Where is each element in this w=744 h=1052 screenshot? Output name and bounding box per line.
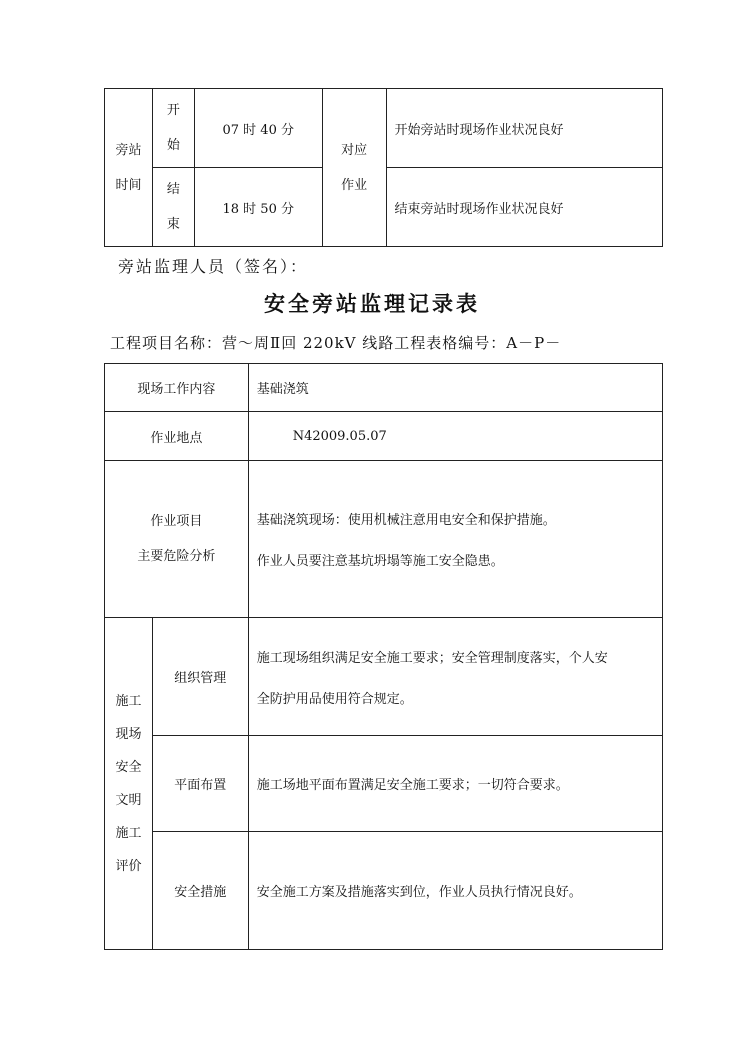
end-time: 18 时 50 分 bbox=[194, 168, 322, 247]
start-label: 开 始 bbox=[152, 89, 194, 168]
end-label: 结 束 bbox=[152, 168, 194, 247]
layout-label: 平面布置 bbox=[152, 736, 248, 832]
end-work-status: 结束旁站时现场作业状况良好 bbox=[386, 168, 662, 247]
work-location-value: N42009.05.07 bbox=[248, 412, 662, 461]
attendance-time-table bbox=[104, 88, 663, 247]
corresponding-work-label: 对应 作业 bbox=[322, 89, 386, 247]
start-time: 07 时 40 分 bbox=[194, 89, 322, 168]
hazard-analysis-label: 作业项目 主要危险分析 bbox=[105, 461, 249, 618]
organization-value: 施工现场组织满足安全施工要求；安全管理制度落实，个人安 全防护用品使用符合规定。 bbox=[248, 618, 662, 736]
work-content-value: 基础浇筑 bbox=[248, 364, 662, 412]
start-work-status: 开始旁站时现场作业状况良好 bbox=[386, 89, 662, 168]
organization-label: 组织管理 bbox=[152, 618, 248, 736]
safety-measures-value: 安全施工方案及措施落实到位，作业人员执行情况良好。 bbox=[248, 832, 662, 950]
layout-value: 施工场地平面布置满足安全施工要求；一切符合要求。 bbox=[248, 736, 662, 832]
site-evaluation-label: 施工 现场 安全 文明 施工 评价 bbox=[105, 618, 153, 950]
work-content-label: 现场工作内容 bbox=[105, 364, 249, 412]
attendance-time-label: 旁站 时间 bbox=[105, 89, 153, 247]
hazard-analysis-value: 基础浇筑现场：使用机械注意用电安全和保护措施。 作业人员要注意基坑坍塌等施工安全隐患。 bbox=[248, 461, 662, 618]
safety-measures-label: 安全措施 bbox=[152, 832, 248, 950]
work-location-label: 作业地点 bbox=[105, 412, 249, 461]
project-line: 工程项目名称：营～周Ⅱ回 220kV 线路工程表格编号：A－P－ bbox=[110, 334, 562, 352]
form-title: 安全旁站监理记录表 bbox=[264, 291, 480, 316]
signature-line: 旁站监理人员（签名）： bbox=[118, 257, 309, 276]
safety-record-table bbox=[104, 363, 663, 950]
